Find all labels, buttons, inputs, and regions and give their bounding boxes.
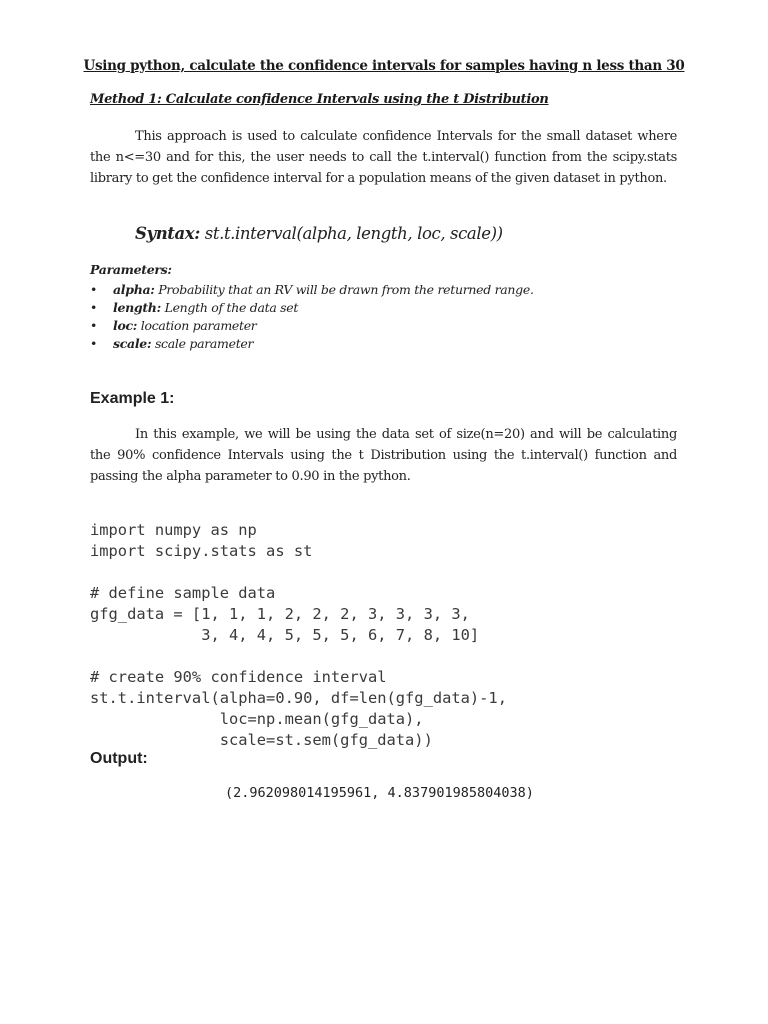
intro-paragraph: This approach is used to calculate confidence Intervals for the small dataset where the n<=30 and for this, the user needs to call the t.interval() function from the scipy.stats library to get the confidence interval for a population means of the given dataset in python. [90,129,677,186]
parameter-item [90,317,534,335]
parameter-desc: scale parameter [151,336,254,351]
syntax-label: Syntax: [135,224,200,243]
parameter-desc: location parameter [137,318,257,333]
syntax-line [135,224,503,243]
code-block: import numpy as np import scipy.stats as st # define sample data gfg_data = [1, 1, 1, 2, 2, 2, 3, 3, 3, 3, 3, 4, 4, 5, 5, 5, 6, 7, 8, 10] # create 90% confidence interval st.t.interval(alpha=0.90, df=len(gfg_data)-1, loc=np.mean(gfg_data), scale=st.sem(gfg_data)) [90,521,507,749]
syntax-signature: st.t.interval(alpha, length, loc, scale)) [199,224,503,243]
output-value: (2.962098014195961, 4.837901985804038) [225,785,534,801]
parameters-list [90,281,534,353]
bullet-icon: • [90,300,98,315]
parameter-item [90,299,534,317]
bullet-icon: • [90,336,98,351]
parameter-desc: Length of the data set [160,300,299,315]
bullet-icon: • [90,318,98,333]
page-title: Using python, calculate the confidence intervals for samples having n less than 30 [83,58,685,74]
parameter-name: alpha: [113,282,155,297]
parameter-name: scale: [113,336,152,351]
parameter-item [90,281,534,299]
parameters-label: Parameters: [90,262,172,277]
parameter-name: loc: [113,318,138,333]
method-heading: Method 1: Calculate confidence Intervals using the t Distribution [90,92,549,107]
output-heading: Output: [90,750,148,767]
parameter-name: length: [113,300,161,315]
parameter-item [90,335,534,353]
example-paragraph: In this example, we will be using the data set of size(n=20) and will be calculating the 90% confidence Intervals using the t Distribution using the t.interval() function and passing the alpha parameter to 0.90 in the python. [90,427,677,484]
example-heading: Example 1: [90,390,175,407]
parameter-desc: Probability that an RV will be drawn from the returned range. [154,282,534,297]
bullet-icon: • [90,282,98,297]
